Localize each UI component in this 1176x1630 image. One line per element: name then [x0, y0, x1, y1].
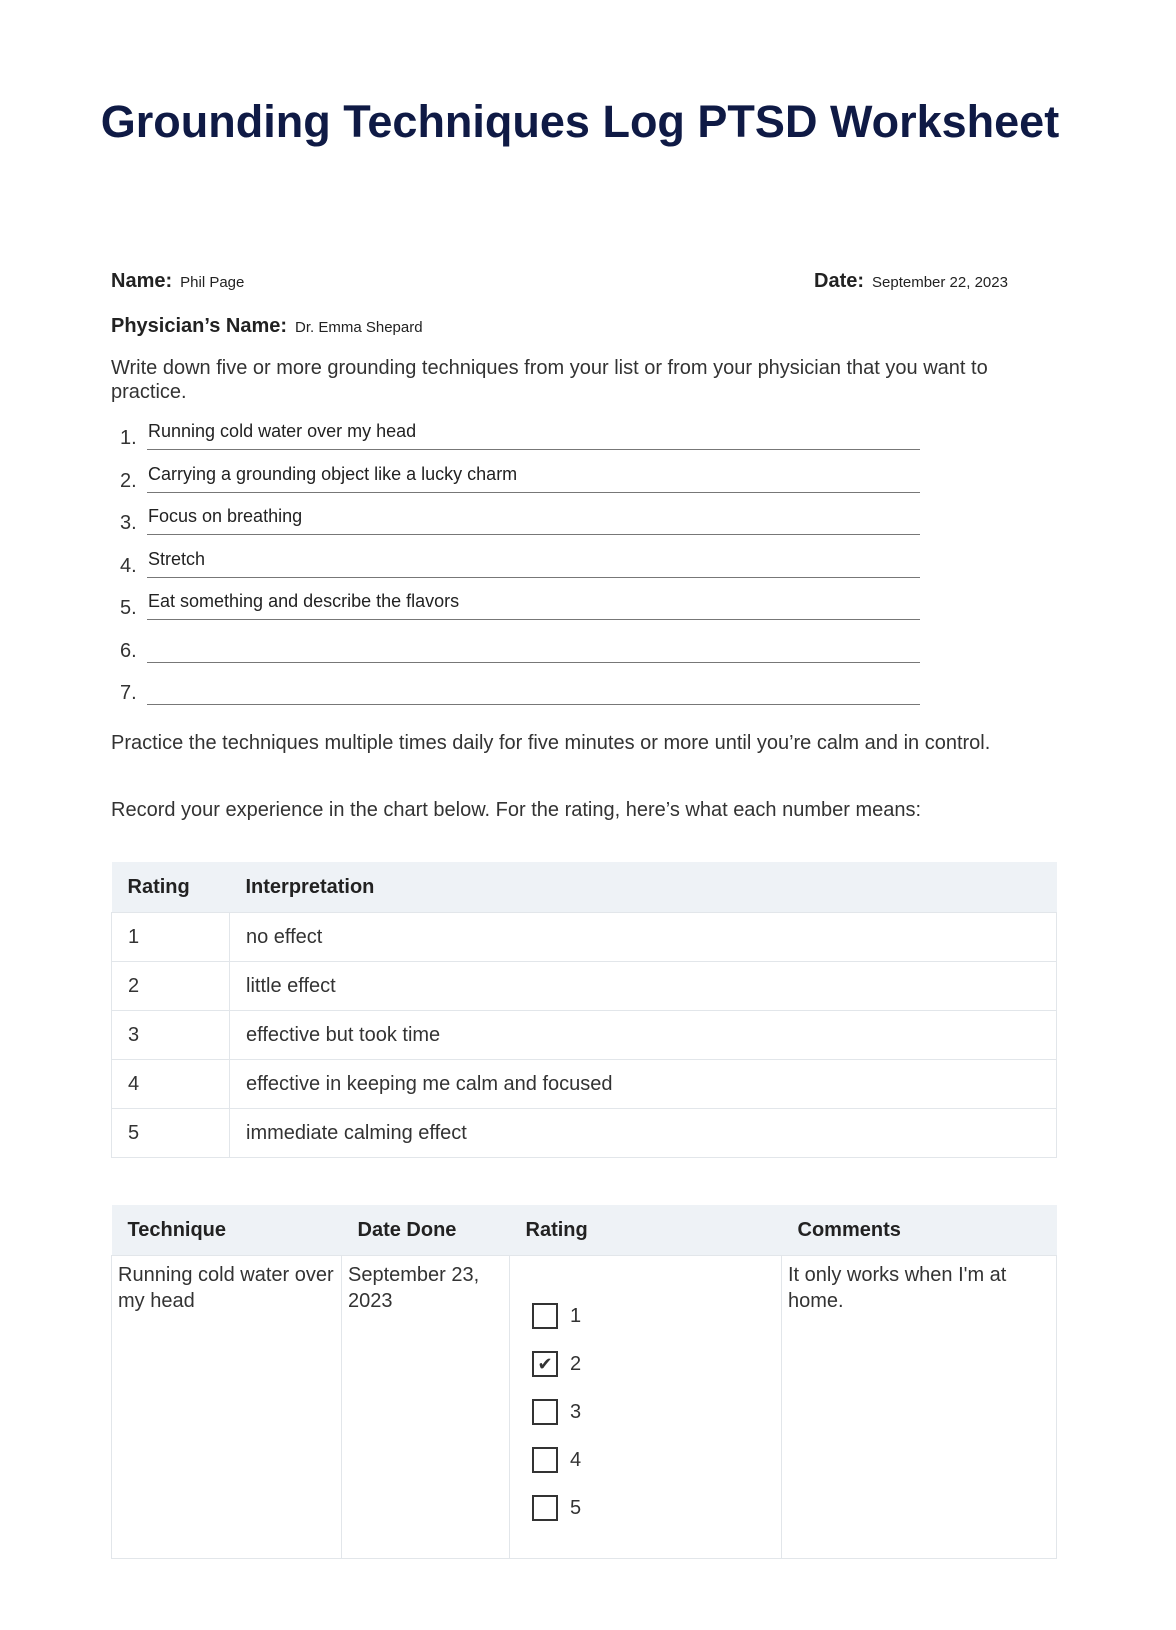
- table-row: [112, 1060, 1057, 1109]
- item-number: 6.: [120, 639, 137, 662]
- item-text[interactable]: Carrying a grounding object like a lucky charm: [148, 463, 518, 484]
- table-row: [112, 1256, 1057, 1559]
- option-label: 4: [570, 1449, 582, 1471]
- rating-value: 5: [112, 1109, 230, 1158]
- checkbox[interactable]: [532, 1447, 558, 1473]
- option-label: 1: [570, 1305, 582, 1327]
- write-line: [147, 534, 920, 535]
- date-done-cell[interactable]: September 23, 2023: [342, 1256, 510, 1559]
- table-row: [112, 962, 1057, 1011]
- date-label: Date:: [814, 270, 865, 292]
- checkbox[interactable]: [532, 1399, 558, 1425]
- write-line: [147, 449, 920, 450]
- rating-option-5[interactable]: [532, 1490, 775, 1526]
- name-value[interactable]: Phil Page: [180, 274, 245, 291]
- interpretation-value: no effect: [230, 913, 1057, 962]
- technique-cell[interactable]: Running cold water over my head: [112, 1256, 342, 1559]
- physician-field: [111, 315, 423, 338]
- technique-list-item[interactable]: [120, 629, 920, 663]
- write-line: [147, 492, 920, 493]
- item-text[interactable]: Focus on breathing: [148, 506, 303, 526]
- comments-cell[interactable]: It only works when I'm at home.: [782, 1256, 1057, 1559]
- page-title: Grounding Techniques Log PTSD Worksheet: [100, 96, 1060, 147]
- technique-list-item[interactable]: [120, 586, 920, 620]
- write-line: [147, 619, 920, 620]
- date-done-header: Date Done: [342, 1205, 510, 1256]
- interpretation-value: immediate calming effect: [230, 1109, 1057, 1158]
- rating-option-3[interactable]: [532, 1394, 775, 1430]
- rating-table: [111, 862, 1057, 1158]
- write-line: [147, 662, 920, 663]
- technique-list-item[interactable]: [120, 459, 920, 493]
- rating-header: Rating: [510, 1205, 782, 1256]
- item-number: 3.: [120, 512, 137, 534]
- item-number: 4.: [120, 554, 137, 577]
- option-label: 2: [570, 1353, 582, 1375]
- rating-option-2[interactable]: [532, 1346, 775, 1382]
- option-label: 3: [570, 1401, 582, 1423]
- write-line: [147, 704, 920, 705]
- item-number: 7.: [120, 682, 137, 704]
- checkbox[interactable]: [532, 1495, 558, 1521]
- comments-header: Comments: [782, 1205, 1057, 1256]
- rating-cell: [510, 1256, 782, 1559]
- item-text[interactable]: Running cold water over my head: [148, 421, 417, 441]
- item-number: 5.: [120, 597, 137, 619]
- interpretation-header: Interpretation: [230, 862, 1057, 913]
- checkbox[interactable]: [532, 1303, 558, 1329]
- table-row: [112, 913, 1057, 962]
- technique-list-item[interactable]: [120, 671, 920, 705]
- write-line: [147, 577, 920, 578]
- record-text: Record your experience in the chart below. For the rating, here’s what each number means:: [111, 799, 922, 821]
- technique-list-item[interactable]: [120, 501, 920, 535]
- date-value[interactable]: September 22, 2023: [872, 274, 1008, 291]
- interpretation-value: effective but took time: [230, 1011, 1057, 1060]
- practice-text: Practice the techniques multiple times daily for five minutes or more until you’re calm and in control.: [111, 732, 991, 754]
- item-text[interactable]: Stretch: [148, 548, 206, 569]
- name-label: Name:: [111, 270, 173, 292]
- item-text[interactable]: Eat something and describe the flavors: [148, 591, 460, 611]
- rating-header: Rating: [112, 862, 230, 913]
- rating-value: 4: [112, 1060, 230, 1109]
- date-field: [814, 270, 1008, 293]
- physician-value[interactable]: Dr. Emma Shepard: [295, 319, 423, 336]
- checkbox[interactable]: ✔: [532, 1351, 558, 1377]
- item-number: 2.: [120, 469, 137, 492]
- interpretation-value: little effect: [230, 962, 1057, 1011]
- rating-value: 2: [112, 962, 230, 1011]
- interpretation-value: effective in keeping me calm and focused: [230, 1060, 1057, 1109]
- technique-list-item[interactable]: [120, 416, 920, 450]
- option-label: 5: [570, 1497, 582, 1519]
- table-row: [112, 1109, 1057, 1158]
- rating-option-4[interactable]: [532, 1442, 775, 1478]
- rating-value: 1: [112, 913, 230, 962]
- table-row: [112, 1011, 1057, 1060]
- log-table: [111, 1205, 1057, 1559]
- technique-list-item[interactable]: [120, 544, 920, 578]
- item-number: 1.: [120, 427, 137, 449]
- name-field: [111, 270, 244, 293]
- rating-value: 3: [112, 1011, 230, 1060]
- rating-option-1[interactable]: [532, 1298, 775, 1334]
- physician-label: Physician’s Name:: [111, 315, 288, 337]
- technique-header: Technique: [112, 1205, 342, 1256]
- intro-text: Write down five or more grounding techniques from your list or from your physician that you want to practice.: [111, 357, 988, 403]
